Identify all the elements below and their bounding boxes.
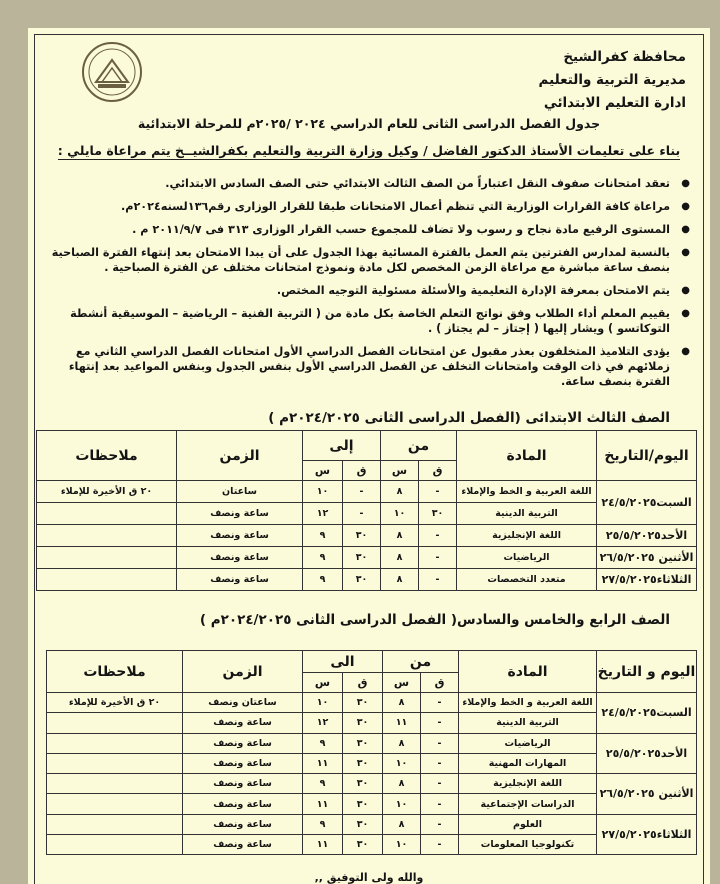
header-day-date: اليوم/التاريخ bbox=[597, 431, 697, 481]
to-hours-cell: ١٢ bbox=[303, 503, 343, 525]
day-date-cell: الثلاثاء٢٧/٥/٢٠٢٥ bbox=[597, 814, 697, 855]
to-minutes-cell: ٣٠ bbox=[343, 814, 383, 834]
header-minutes: ق bbox=[419, 461, 457, 481]
to-hours-cell: ٩ bbox=[303, 774, 343, 794]
duration-cell: ساعة ونصف bbox=[183, 753, 303, 773]
subject-cell: اللغة العربية و الخط والإملاء bbox=[459, 693, 597, 713]
subject-cell: الدراسات الإجتماعية bbox=[459, 794, 597, 814]
from-minutes-cell: - bbox=[421, 713, 459, 733]
subject-cell: العلوم bbox=[459, 814, 597, 834]
to-hours-cell: ٩ bbox=[303, 525, 343, 547]
header-subject: المادة bbox=[457, 431, 597, 481]
to-hours-cell: ١٠ bbox=[303, 693, 343, 713]
duration-cell: ساعة ونصف bbox=[177, 569, 303, 591]
header-minutes: ق bbox=[421, 673, 459, 693]
header-from: من bbox=[381, 431, 457, 461]
header-governorate: محافظة كفرالشيخ bbox=[563, 49, 686, 65]
rule-item: ● يقييم المعلم أداء الطلاب وفق نواتج التعلم الخاصة بكل مادة من ( التربية الفنية – الرياضية – الموسيقية أنشطة التوكاتسو ) ويشار إليها ( إجتاز – لم يجتاز ) . bbox=[38, 306, 696, 336]
subject-cell: التربية الدينية bbox=[457, 503, 597, 525]
from-minutes-cell: - bbox=[419, 547, 457, 569]
subject-cell: تكنولوجيا المعلومات bbox=[459, 835, 597, 855]
header-from: من bbox=[383, 651, 459, 673]
header-minutes: ق bbox=[343, 461, 381, 481]
header-directorate: مديرية التربية والتعليم bbox=[538, 72, 686, 88]
from-minutes-cell: - bbox=[419, 525, 457, 547]
header-notes: ملاحظات bbox=[37, 431, 177, 481]
notes-cell bbox=[47, 733, 183, 753]
document-page bbox=[28, 28, 710, 884]
to-hours-cell: ١١ bbox=[303, 794, 343, 814]
to-minutes-cell: ٣٠ bbox=[343, 693, 383, 713]
rules-list bbox=[38, 176, 696, 397]
from-hours-cell: ٨ bbox=[383, 693, 421, 713]
from-minutes-cell: - bbox=[419, 481, 457, 503]
header-hours: س bbox=[381, 461, 419, 481]
duration-cell: ساعة ونصف bbox=[177, 547, 303, 569]
from-hours-cell: ١٠ bbox=[381, 503, 419, 525]
from-hours-cell: ١٠ bbox=[383, 794, 421, 814]
day-date-cell: الأحد٢٥/٥/٢٠٢٥ bbox=[597, 733, 697, 774]
day-date-cell: الأحد٢٥/٥/٢٠٢٥ bbox=[597, 525, 697, 547]
subject-cell: الرياضيات bbox=[457, 547, 597, 569]
duration-cell: ساعتان bbox=[177, 481, 303, 503]
duration-cell: ساعة ونصف bbox=[183, 774, 303, 794]
header-minutes: ق bbox=[343, 673, 383, 693]
table-row bbox=[37, 569, 697, 591]
from-hours-cell: ٨ bbox=[381, 569, 419, 591]
header-hours: س bbox=[303, 673, 343, 693]
from-hours-cell: ٨ bbox=[381, 525, 419, 547]
duration-cell: ساعة ونصف bbox=[183, 713, 303, 733]
duration-cell: ساعتان ونصف bbox=[183, 693, 303, 713]
notes-cell bbox=[47, 814, 183, 834]
to-minutes-cell: ٣٠ bbox=[343, 547, 381, 569]
header-notes: ملاحظات bbox=[47, 651, 183, 693]
closing-line: والله ولى التوفيق ,, bbox=[314, 871, 424, 884]
from-minutes-cell: - bbox=[421, 814, 459, 834]
table-row bbox=[37, 547, 697, 569]
to-minutes-cell: ٣٠ bbox=[343, 733, 383, 753]
header-duration: الزمن bbox=[177, 431, 303, 481]
to-hours-cell: ١١ bbox=[303, 753, 343, 773]
subject-cell: المهارات المهنية bbox=[459, 753, 597, 773]
to-minutes-cell: - bbox=[343, 503, 381, 525]
notes-cell bbox=[37, 503, 177, 525]
header-duration: الزمن bbox=[183, 651, 303, 693]
day-date-cell: الأثنين ٢٦/٥/٢٠٢٥ bbox=[597, 774, 697, 815]
from-minutes-cell: ٣٠ bbox=[419, 503, 457, 525]
table-row bbox=[37, 525, 697, 547]
rule-item: ● تعقد امتحانات صفوف النقل اعتباراً من الصف الثالث الابتدائي حتى الصف السادس الابتدائي. bbox=[38, 176, 696, 191]
day-date-cell: السبت٢٤/٥/٢٠٢٥ bbox=[597, 481, 697, 525]
to-minutes-cell: ٣٠ bbox=[343, 569, 381, 591]
subject-cell: الرياضيات bbox=[459, 733, 597, 753]
notes-cell bbox=[47, 713, 183, 733]
notes-cell bbox=[47, 835, 183, 855]
from-minutes-cell: - bbox=[421, 693, 459, 713]
from-minutes-cell: - bbox=[421, 733, 459, 753]
day-date-cell: الثلاثاء٢٧/٥/٢٠٢٥ bbox=[597, 569, 697, 591]
subject-cell: متعدد التخصصات bbox=[457, 569, 597, 591]
from-hours-cell: ٨ bbox=[381, 547, 419, 569]
from-minutes-cell: - bbox=[421, 794, 459, 814]
duration-cell: ساعة ونصف bbox=[177, 525, 303, 547]
rule-item: ● بالنسبة لمدارس الفترتين يتم العمل بالفترة المسائية بهذا الجدول على أن يبدا الامتحان بعد إنتهاء الفترة الصباحية بنصف ساعة مباشرة مع مراعاة الزمن المخصص لكل مادة ونموذج امتحانات مختلف عن الفترة الصباحية . bbox=[38, 245, 696, 275]
from-minutes-cell: - bbox=[421, 835, 459, 855]
day-date-cell: الأثنين ٢٦/٥/٢٠٢٥ bbox=[597, 547, 697, 569]
from-hours-cell: ١٠ bbox=[383, 835, 421, 855]
to-minutes-cell: ٣٠ bbox=[343, 713, 383, 733]
ministry-logo-icon bbox=[80, 40, 144, 104]
directorate-header bbox=[539, 46, 686, 115]
duration-cell: ساعة ونصف bbox=[183, 814, 303, 834]
header-hours: س bbox=[383, 673, 421, 693]
from-hours-cell: ٨ bbox=[383, 814, 421, 834]
rule-item: ● مراعاة كافة القرارات الوزارية التي تنظم أعمال الامتحانات طبقا للقرار الوزارى رقم١٣٦لسنه٢٠٢٤م. bbox=[38, 199, 696, 214]
to-minutes-cell: ٣٠ bbox=[343, 774, 383, 794]
grades4-6-schedule-table bbox=[46, 650, 697, 855]
duration-cell: ساعة ونصف bbox=[177, 503, 303, 525]
table-row bbox=[47, 733, 697, 753]
day-date-cell: السبت٢٤/٥/٢٠٢٥ bbox=[597, 693, 697, 734]
from-minutes-cell: - bbox=[421, 753, 459, 773]
notes-cell bbox=[47, 753, 183, 773]
document-subtitle: بناء على تعليمات الأستاذ الدكتور الفاضل / وكيل وزارة التربية والتعليم بكفرالشيــخ يتم مراعاة مايلي : bbox=[57, 143, 681, 158]
document-title: جدول الفصل الدراسى الثانى للعام الدراسي ٢٠٢٤ /٢٠٢٥م للمرحلة الابتدائية bbox=[137, 116, 601, 131]
notes-cell bbox=[37, 525, 177, 547]
duration-cell: ساعة ونصف bbox=[183, 733, 303, 753]
table-row bbox=[47, 693, 697, 713]
from-minutes-cell: - bbox=[419, 569, 457, 591]
to-hours-cell: ٩ bbox=[303, 547, 343, 569]
to-minutes-cell: ٣٠ bbox=[343, 835, 383, 855]
header-to: إلى bbox=[303, 431, 381, 461]
header-subject: المادة bbox=[459, 651, 597, 693]
notes-cell bbox=[37, 547, 177, 569]
to-minutes-cell: - bbox=[343, 481, 381, 503]
notes-cell bbox=[37, 569, 177, 591]
from-hours-cell: ٨ bbox=[383, 774, 421, 794]
to-hours-cell: ٩ bbox=[303, 814, 343, 834]
to-minutes-cell: ٣٠ bbox=[343, 525, 381, 547]
to-hours-cell: ٩ bbox=[303, 733, 343, 753]
from-hours-cell: ٨ bbox=[381, 481, 419, 503]
notes-cell: ٢٠ ق الأخيرة للإملاء bbox=[47, 693, 183, 713]
rule-item: ● المستوى الرفيع مادة نجاح و رسوب ولا تضاف للمجموع حسب القرار الوزارى ٣١٣ فى ٢٠١١/٩/٧ م . bbox=[38, 222, 696, 237]
notes-cell bbox=[47, 794, 183, 814]
from-hours-cell: ١١ bbox=[383, 713, 421, 733]
subject-cell: التربية الدينية bbox=[459, 713, 597, 733]
header-to: الى bbox=[303, 651, 383, 673]
rule-item: ● يؤدى التلاميذ المتخلفون بعذر مقبول عن امتحانات الفصل الدراسي الأول امتحانات الفصل الدراسي الثاني مع زملائهم في ذات الوقت وامتحانات التخلف عن الفصل الدراسي الأول بنفس الجدول وبنفس المواعيد بعد إنتهاء الفترة بنصف ساعة. bbox=[38, 344, 696, 389]
subject-cell: اللغة العربية و الخط والإملاء bbox=[457, 481, 597, 503]
header-administration: ادارة التعليم الابتدائي bbox=[543, 95, 686, 111]
table-row bbox=[47, 814, 697, 834]
to-hours-cell: ١٠ bbox=[303, 481, 343, 503]
grade3-schedule-table bbox=[36, 430, 697, 591]
subject-cell: اللغة الإنجليزية bbox=[459, 774, 597, 794]
to-hours-cell: ٩ bbox=[303, 569, 343, 591]
header-hours: س bbox=[303, 461, 343, 481]
to-minutes-cell: ٣٠ bbox=[343, 753, 383, 773]
to-hours-cell: ١٢ bbox=[303, 713, 343, 733]
section1-title: الصف الثالث الابتدائى (الفصل الدراسى الثانى ٢٠٢٤/٢٠٢٥م ) bbox=[268, 410, 670, 426]
table-row bbox=[47, 774, 697, 794]
duration-cell: ساعة ونصف bbox=[183, 835, 303, 855]
header-day-date: اليوم و التاريخ bbox=[597, 651, 697, 693]
from-hours-cell: ١٠ bbox=[383, 753, 421, 773]
table-row bbox=[37, 481, 697, 503]
notes-cell bbox=[47, 774, 183, 794]
from-hours-cell: ٨ bbox=[383, 733, 421, 753]
to-minutes-cell: ٣٠ bbox=[343, 794, 383, 814]
from-minutes-cell: - bbox=[421, 774, 459, 794]
duration-cell: ساعة ونصف bbox=[183, 794, 303, 814]
to-hours-cell: ١١ bbox=[303, 835, 343, 855]
subject-cell: اللغة الإنجليزية bbox=[457, 525, 597, 547]
notes-cell: ٢٠ ق الأخيرة للإملاء bbox=[37, 481, 177, 503]
rule-item: ● يتم الامتحان بمعرفة الإدارة التعليمية والأسئلة مسئولية التوجيه المختص. bbox=[38, 283, 696, 298]
section2-title: الصف الرابع والخامس والسادس( الفصل الدراسى الثانى ٢٠٢٤/٢٠٢٥م ) bbox=[199, 612, 670, 628]
